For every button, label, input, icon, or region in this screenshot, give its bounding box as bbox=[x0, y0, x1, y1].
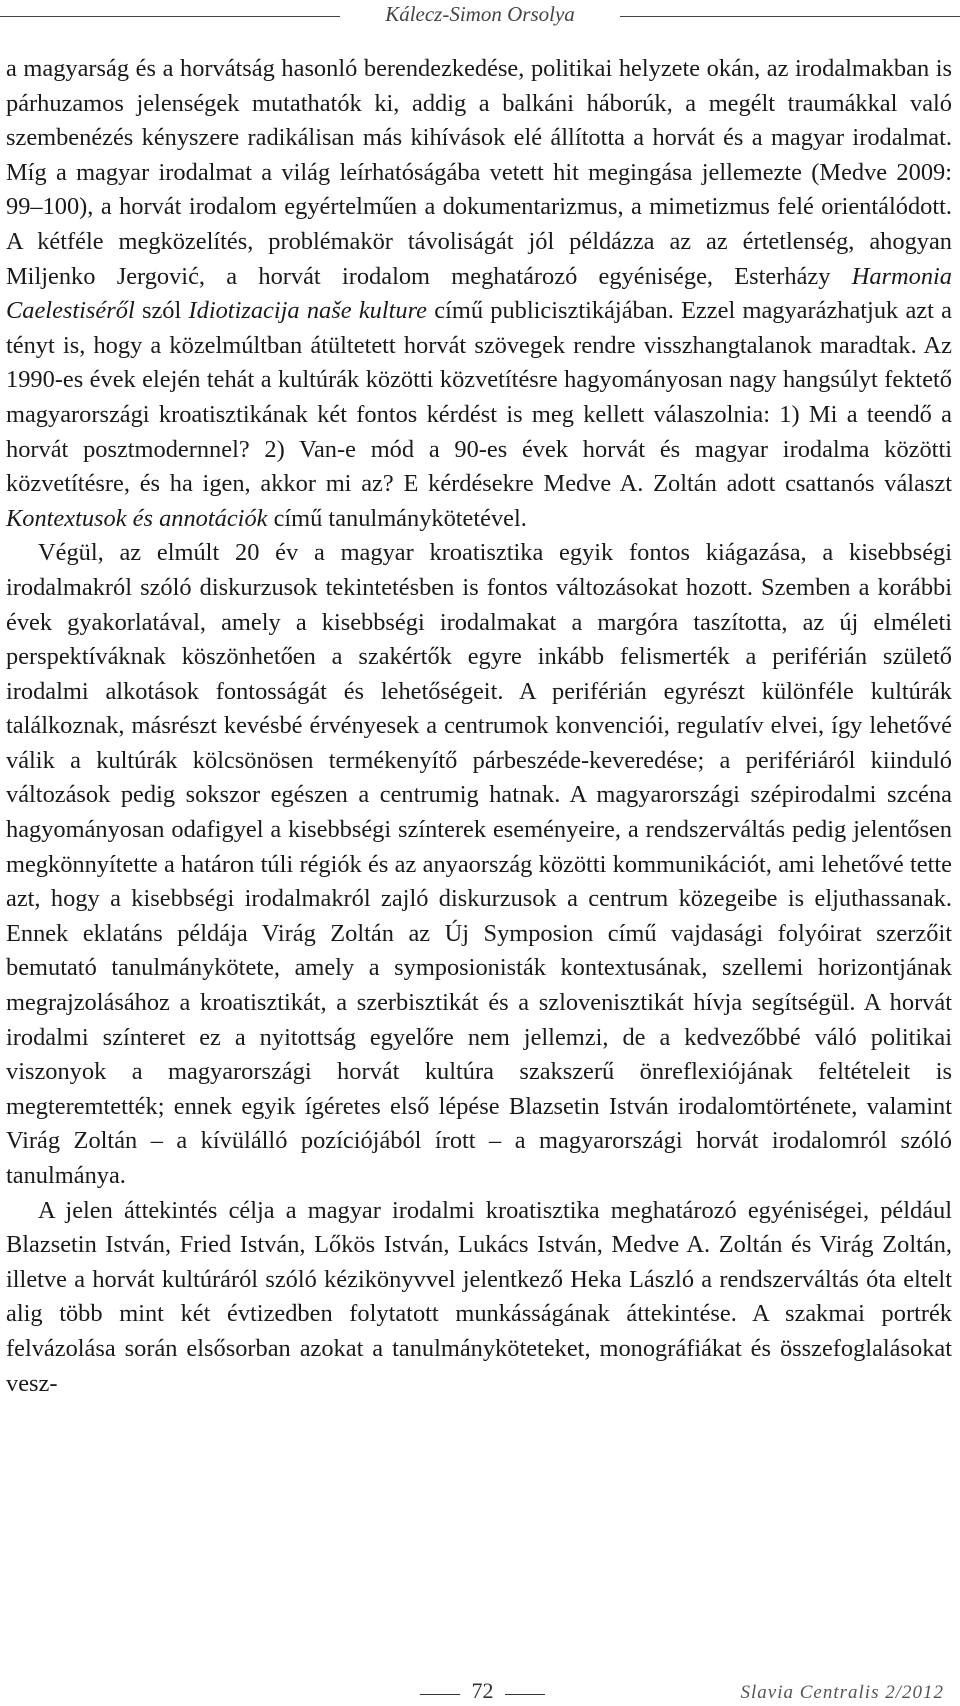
page-number-rule-left bbox=[420, 1694, 460, 1695]
paragraph-1-text-b: szól bbox=[134, 297, 189, 325]
page-footer bbox=[0, 1678, 960, 1706]
paragraph-1 bbox=[6, 52, 952, 536]
header-author: Kálecz-Simon Orsolya bbox=[385, 2, 575, 26]
page-number: 72 bbox=[471, 1678, 494, 1703]
paragraph-3: A jelen áttekintés célja a magyar irodalmi kroatisztika meghatározó egyéniségei, például Blazsetin István, Fried István, Lőkös István, Lukács István, Medve A. Zoltán és Virág Zoltán, illetve a horvát kultúráról szóló kézikönyvvel jelentkező Heka László a rendszerváltás óta eltelt alig több mint két évtizedben folytatott munkásságának áttekintése. A szakmai portrék felvázolása során elsősorban azokat a tanulmányköteteket, monográfiákat és összefoglalásokat vesz- bbox=[6, 1196, 952, 1397]
paragraph-1-text-a: a magyarság és a horvátság hasonló berendezkedése, politikai helyzete okán, az irodalmakban is párhuzamos jelenségek mutathatók ki, addig a balkáni háborúk, a megélt traumákkal való szembenézés kényszere radikálisan más kihívások elé állította a horvát és a magyar irodalmat. Míg a magyar irodalmat a világ leírhatóságába vetett hit megingása jellemezte (Medve 2009: 99–100), a horvát irodalom egyértelműen a dokumentarizmus, a mimetizmus felé orientálódott. A kétféle megközelítés, problémakör távoliságát jól példázza az az értetlenség, ahogyan Miljenko Jergović, a horvát irodalom meghatározó egyénisége, Esterházy bbox=[6, 55, 952, 290]
title-kontextusok: Kontextusok és annotációk bbox=[6, 504, 268, 532]
running-header bbox=[0, 0, 960, 32]
paragraph-2: Végül, az elmúlt 20 év a magyar kroatisztika egyik fontos kiágazása, a kisebbségi irodalmakról szóló diskurzusok tekintetésben is fontos változásokat hozott. Szemben a korábbi évek gyakorlatával, amely a kisebbségi irodalmakat a margóra taszította, az új elméleti perspektíváknak köszönhetően a szakértők egyre inkább felismerték a periférián születő irodalmi alkotások fontosságát és lehetőségeit. A periférián egyrészt különféle kultúrák találkoznak, másrészt kevésbé érvényesek a centrumok konvenciói, regulatív elvei, így lehetővé válik a kultúrák kölcsönösen termékenyítő párbeszéde-keveredése; a perifériáról kiinduló változások pedig sokszor egészen a centrumig hatnak. A magyarországi szépirodalmi szcéna hagyományosan odafigyel a kisebbségi színterek eseményeire, a rendszerváltás pedig jelentősen megkönnyítette a határon túli régiók és az anyaország közötti kommunikációt, ami lehetővé tette azt, hogy a kisebbségi irodalmakról zajló diskurzusok a centrum közegeibe is eljuthassanak. Ennek eklatáns példája Virág Zoltán az Új Symposion című vajdasági folyóirat szerzőit bemutató tanulmánykötete, amely a symposionisták kontextusának, szellemi horizontjának megrajzolásához a kroatisztikát, a szerbisztikát és a szlovenisztikát hívja segítségül. A horvát irodalmi színteret ez a nyitottság egyelőre nem jellemzi, de a kedvezőbbé váló politikai viszonyok a magyarországi horvát kultúra szakszerű önreflexiójának feltételeit is megteremtették; ennek egyik ígéretes első lépése Blazsetin István irodalomtörténete, valamint Virág Zoltán – a kívülálló pozíciójából írott – a magyarországi horvát irodalomról szóló tanulmánya. bbox=[6, 539, 952, 1189]
page-number-rule-right bbox=[505, 1694, 545, 1695]
title-harmonia-caelestis: Harmonia Caelestiséről bbox=[6, 262, 952, 325]
title-idiotizacija: Idiotizacija naše kulture bbox=[188, 297, 428, 325]
header-rule-right bbox=[620, 16, 960, 17]
paragraph-1-text-c: című publicisztikájában. Ezzel magyarázhatjuk azt a tényt is, hogy a közelmúltban átültetett horvát szövegek rendre visszhangtalanok maradtak. Az 1990-es évek elején tehát a kultúrák közötti közvetítésre hagyományosan nagy hangsúlyt fektető magyarországi kroatisztikának két fontos kérdést is meg kellett válaszolnia: 1) Mi a teendő a horvát posztmodernnel? 2) Van-e mód a 90-es évek horvát és magyar irodalma közötti közvetítésre, és ha igen, akkor mi az? E kérdésekre Medve A. Zoltán adott csattanós választ bbox=[6, 297, 952, 498]
paragraph-1-text-d: című tanulmánykötetével. bbox=[267, 504, 527, 532]
journal-name: Slavia Centralis 2/2012 bbox=[740, 1682, 944, 1703]
body-text bbox=[6, 52, 952, 1401]
